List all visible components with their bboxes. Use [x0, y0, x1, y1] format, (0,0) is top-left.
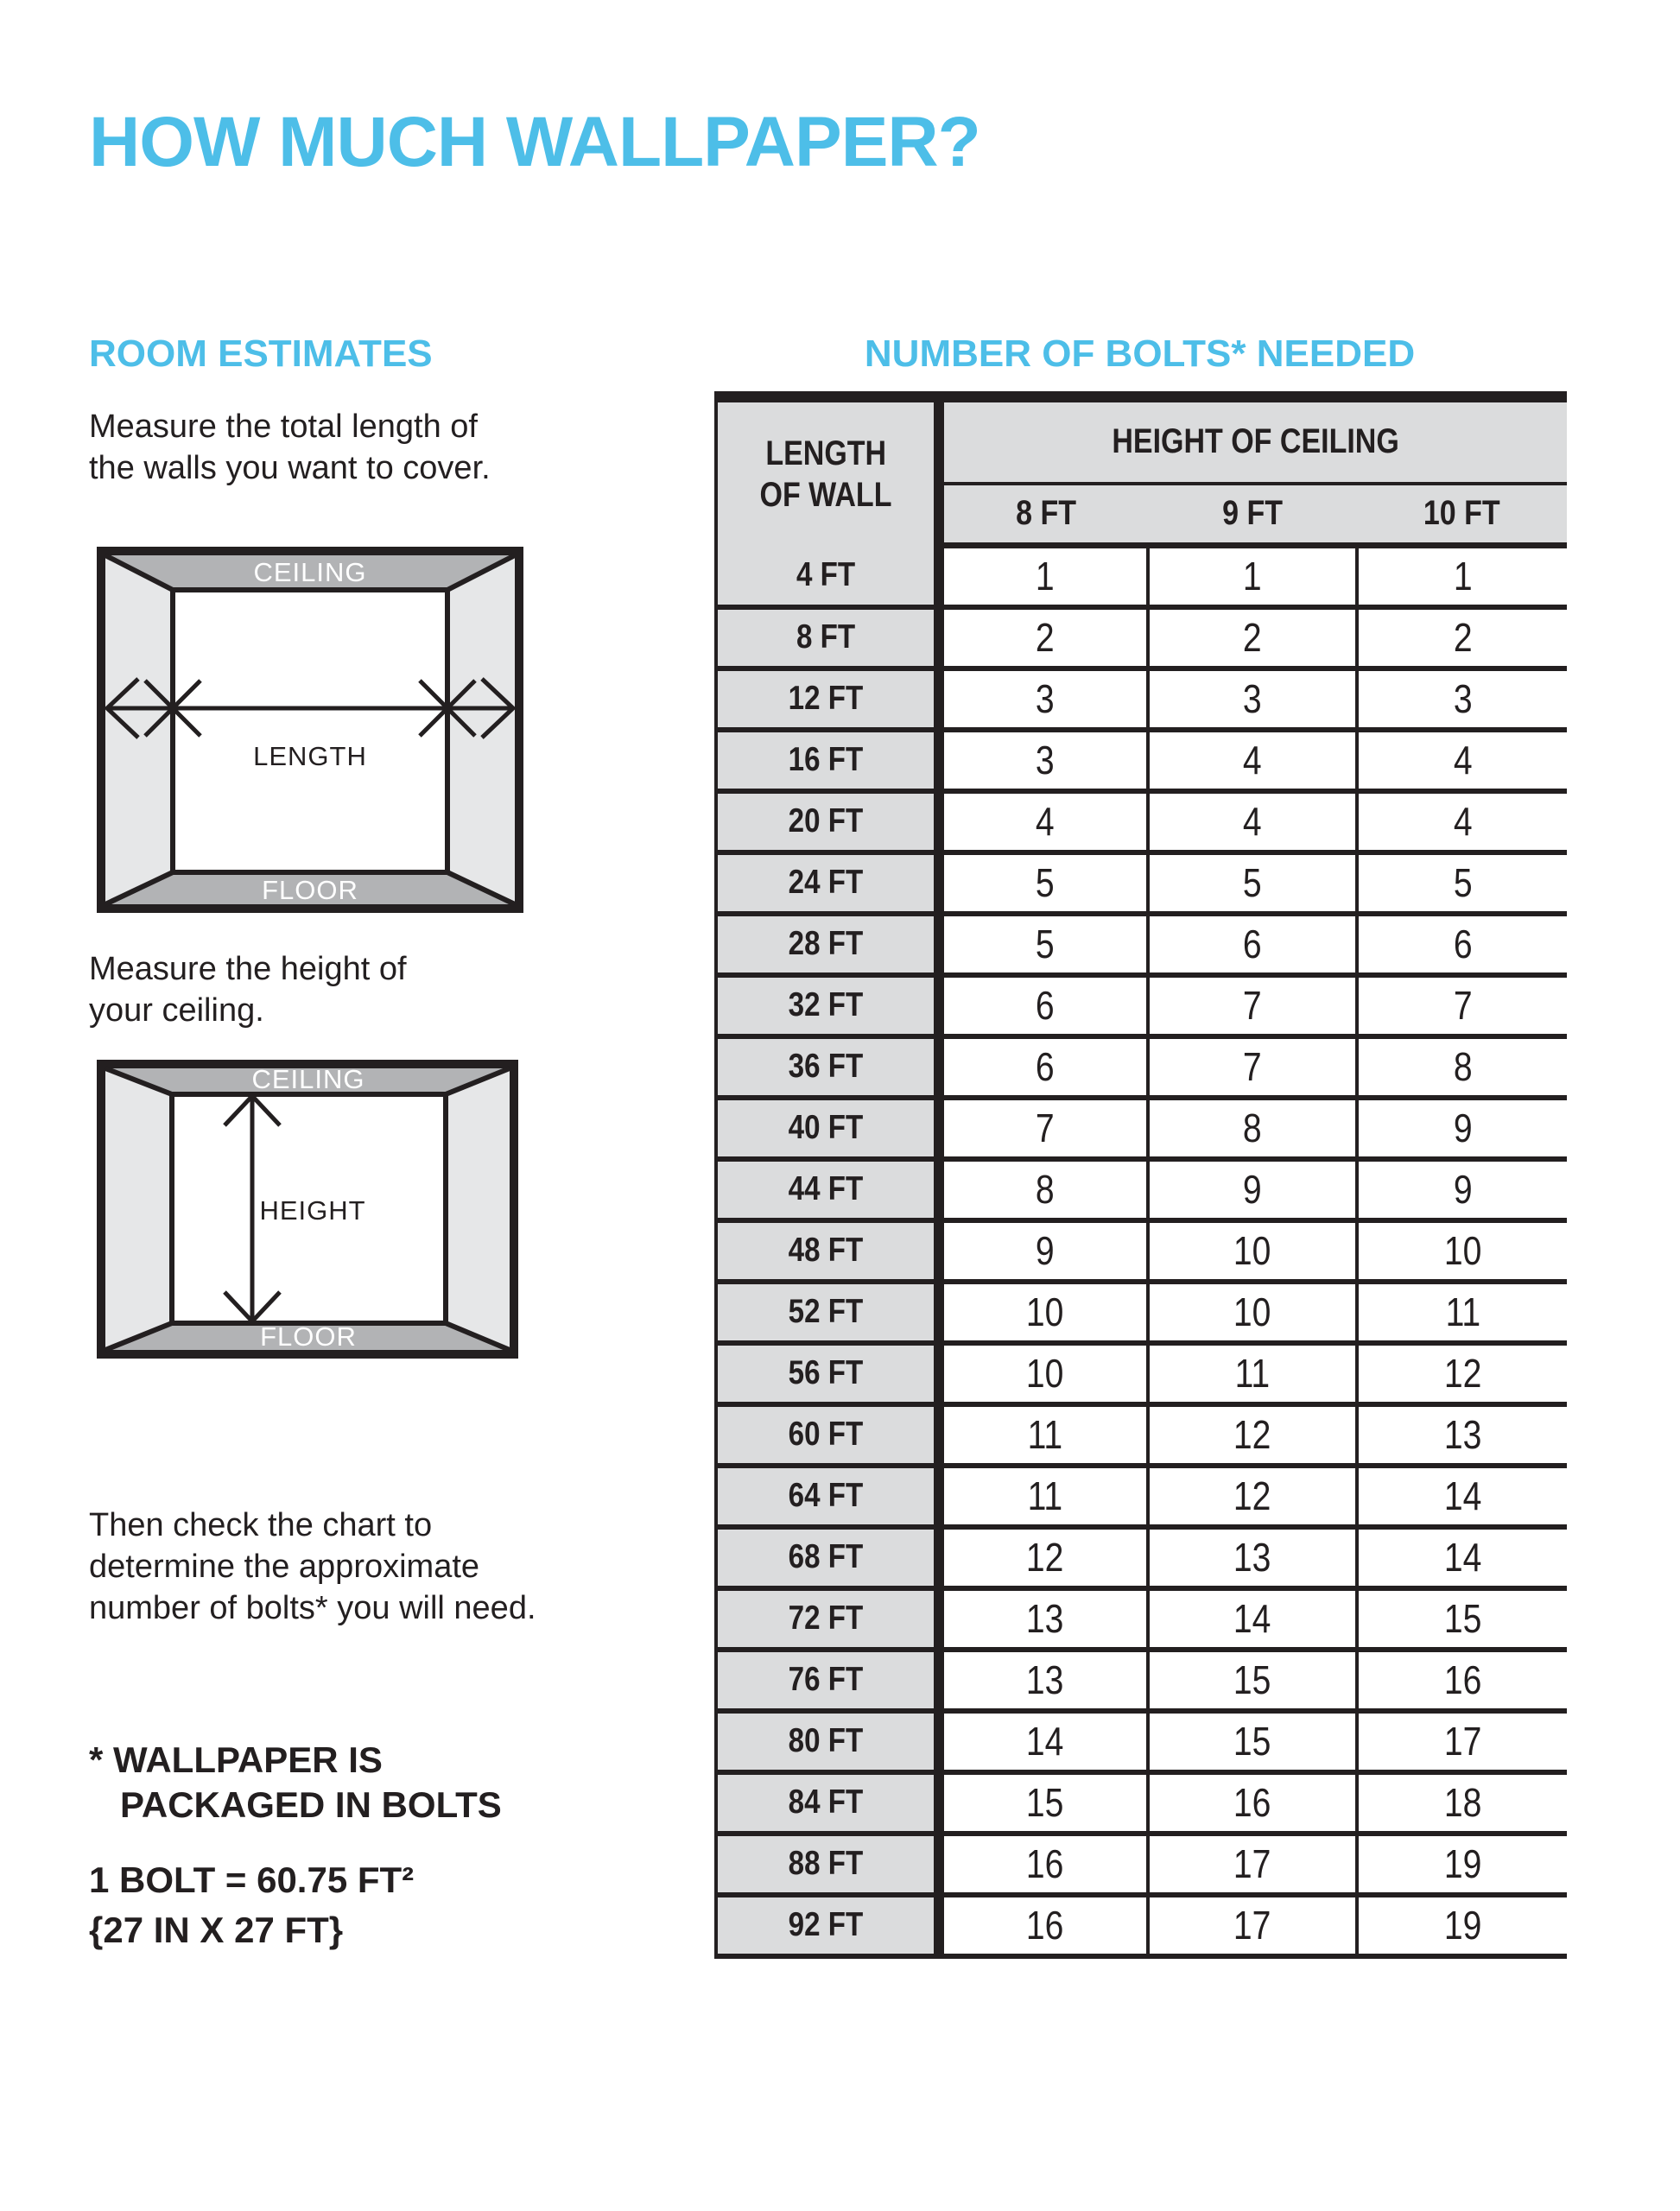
left-wall [105, 555, 173, 904]
bolt-count-cell: 2 [939, 607, 1148, 668]
floor-label: FLOOR [262, 875, 358, 905]
wall-length-cell: 16 FT [716, 730, 939, 791]
bolt-count-cell: 13 [939, 1650, 1148, 1711]
bolt-count-cell: 12 [1357, 1343, 1567, 1404]
bolt-count-cell: 7 [1148, 975, 1357, 1036]
room-height-diagram [97, 1060, 518, 1359]
footnote-line1: * WALLPAPER IS [89, 1739, 383, 1780]
step3-instruction [89, 1505, 536, 1629]
step3-line1: Then check the chart to [89, 1507, 433, 1543]
table-row [716, 1588, 1567, 1650]
bolt-count-cell: 11 [1148, 1343, 1357, 1404]
wall-length-cell: 76 FT [716, 1650, 939, 1711]
bolt-count-cell: 4 [1148, 730, 1357, 791]
wall-length-cell: 8 FT [716, 607, 939, 668]
bolt-count-cell: 16 [1357, 1650, 1567, 1711]
bolt-count-cell: 11 [1357, 1282, 1567, 1343]
table-row [716, 1527, 1567, 1588]
bolt-count-cell: 11 [939, 1466, 1148, 1527]
bolt-count-cell: 6 [939, 975, 1148, 1036]
page-title: HOW MUCH WALLPAPER? [89, 103, 980, 181]
wall-length-cell: 12 FT [716, 668, 939, 730]
bolt-count-cell: 4 [1148, 791, 1357, 852]
right-wall [447, 555, 515, 904]
bolt-count-cell: 4 [1357, 730, 1567, 791]
table-row [716, 1098, 1567, 1159]
bolt-count-cell: 3 [1148, 668, 1357, 730]
right-wall [446, 1068, 510, 1350]
length-of-wall-line2: OF WALL [759, 475, 892, 514]
bolt-count-cell: 16 [1148, 1772, 1357, 1834]
bolt-count-cell: 17 [1148, 1895, 1357, 1956]
wall-length-cell: 84 FT [716, 1772, 939, 1834]
table-header-row-1 [716, 397, 1567, 484]
room-estimates-heading: ROOM ESTIMATES [89, 333, 433, 375]
wall-length-cell: 80 FT [716, 1711, 939, 1772]
step1-line1: Measure the total length of [89, 409, 478, 445]
wall-length-cell: 40 FT [716, 1098, 939, 1159]
bolt-count-cell: 15 [1148, 1650, 1357, 1711]
bolt-count-cell: 4 [1357, 791, 1567, 852]
bolt-count-cell: 7 [1357, 975, 1567, 1036]
left-wall [105, 1068, 172, 1350]
step2-line1: Measure the height of [89, 951, 407, 987]
bolt-count-cell: 15 [939, 1772, 1148, 1834]
bolt-count-cell: 5 [1357, 852, 1567, 914]
bolt-count-cell: 10 [939, 1343, 1148, 1404]
table-row [716, 1772, 1567, 1834]
bolts-table-container [714, 391, 1567, 1959]
table-row [716, 1404, 1567, 1466]
wall-length-cell: 64 FT [716, 1466, 939, 1527]
ceiling-9ft-header: 9 FT [1148, 484, 1357, 546]
bolt-count-cell: 12 [1148, 1404, 1357, 1466]
wall-length-cell: 60 FT [716, 1404, 939, 1466]
table-row [716, 1466, 1567, 1527]
wall-length-cell: 92 FT [716, 1895, 939, 1956]
step1-instruction [89, 406, 491, 489]
bolt-count-cell: 1 [1148, 546, 1357, 607]
bolt-count-cell: 9 [1148, 1159, 1357, 1220]
bolt-count-cell: 11 [939, 1404, 1148, 1466]
bolt-size-line1: 1 BOLT = 60.75 FT² [89, 1859, 415, 1900]
step1-line2: the walls you want to cover. [89, 450, 491, 486]
ceiling-10ft-header: 10 FT [1357, 484, 1567, 546]
footnote-line2: PACKAGED IN BOLTS [120, 1784, 502, 1825]
height-label: HEIGHT [259, 1195, 366, 1226]
bolt-count-cell: 14 [1148, 1588, 1357, 1650]
table-row [716, 1343, 1567, 1404]
wall-length-cell: 20 FT [716, 791, 939, 852]
step3-line3: number of bolts* you will need. [89, 1590, 536, 1626]
bolt-count-cell: 13 [939, 1588, 1148, 1650]
bolt-count-cell: 12 [1148, 1466, 1357, 1527]
table-row [716, 1834, 1567, 1895]
wall-length-cell: 4 FT [716, 546, 939, 607]
bolt-count-cell: 9 [939, 1220, 1148, 1282]
height-of-ceiling-header: HEIGHT OF CEILING [939, 397, 1567, 484]
length-label: LENGTH [253, 741, 367, 771]
bolt-count-cell: 9 [1357, 1159, 1567, 1220]
length-of-wall-line1: LENGTH [765, 434, 886, 472]
bolt-count-cell: 6 [939, 1036, 1148, 1098]
bolt-count-cell: 4 [939, 791, 1148, 852]
bolt-count-cell: 5 [939, 914, 1148, 975]
bolt-count-cell: 10 [1148, 1220, 1357, 1282]
bolt-count-cell: 8 [939, 1159, 1148, 1220]
room-length-diagram [97, 547, 523, 913]
bolt-table-body [716, 546, 1567, 1956]
bolt-count-cell: 2 [1357, 607, 1567, 668]
wall-length-cell: 52 FT [716, 1282, 939, 1343]
bolt-count-cell: 16 [939, 1834, 1148, 1895]
bolt-count-cell: 15 [1357, 1588, 1567, 1650]
bolt-count-cell: 17 [1148, 1834, 1357, 1895]
back-wall [173, 590, 447, 872]
wall-length-cell: 28 FT [716, 914, 939, 975]
table-row [716, 730, 1567, 791]
bolt-count-cell: 7 [1148, 1036, 1357, 1098]
bolt-count-cell: 5 [1148, 852, 1357, 914]
bolt-count-cell: 5 [939, 852, 1148, 914]
table-row [716, 1220, 1567, 1282]
ceiling-label: CEILING [253, 557, 367, 587]
bolt-count-cell: 10 [1148, 1282, 1357, 1343]
table-row [716, 1036, 1567, 1098]
ceiling-8ft-header: 8 FT [939, 484, 1148, 546]
table-row [716, 546, 1567, 607]
bolts-needed-heading: NUMBER OF BOLTS* NEEDED [864, 333, 1416, 375]
bolt-count-cell: 7 [939, 1098, 1148, 1159]
bolt-count-cell: 1 [1357, 546, 1567, 607]
step2-line2: your ceiling. [89, 992, 264, 1029]
wall-length-cell: 32 FT [716, 975, 939, 1036]
wall-length-cell: 88 FT [716, 1834, 939, 1895]
bolt-count-cell: 17 [1357, 1711, 1567, 1772]
table-row [716, 607, 1567, 668]
wall-length-cell: 24 FT [716, 852, 939, 914]
bolt-count-cell: 19 [1357, 1834, 1567, 1895]
bolt-count-cell: 13 [1357, 1404, 1567, 1466]
bolt-count-cell: 9 [1357, 1098, 1567, 1159]
wall-length-cell: 48 FT [716, 1220, 939, 1282]
bolt-count-cell: 13 [1148, 1527, 1357, 1588]
table-row [716, 1895, 1567, 1956]
bolt-count-cell: 8 [1148, 1098, 1357, 1159]
wall-length-cell: 68 FT [716, 1527, 939, 1588]
bolt-count-cell: 1 [939, 546, 1148, 607]
wall-length-cell: 72 FT [716, 1588, 939, 1650]
table-row [716, 1282, 1567, 1343]
bolt-count-cell: 3 [939, 730, 1148, 791]
wall-length-cell: 56 FT [716, 1343, 939, 1404]
bolt-count-cell: 3 [939, 668, 1148, 730]
bolt-count-cell: 14 [939, 1711, 1148, 1772]
table-row [716, 1650, 1567, 1711]
bolt-size-note [89, 1855, 414, 1955]
table-row [716, 1711, 1567, 1772]
bolt-count-cell: 3 [1357, 668, 1567, 730]
bolts-table [714, 391, 1567, 1959]
table-row [716, 791, 1567, 852]
table-row [716, 1159, 1567, 1220]
bolt-count-cell: 14 [1357, 1527, 1567, 1588]
ceiling-label: CEILING [251, 1064, 365, 1094]
table-row [716, 852, 1567, 914]
bolt-count-cell: 12 [939, 1527, 1148, 1588]
bolt-count-cell: 8 [1357, 1036, 1567, 1098]
bolts-footnote [89, 1738, 502, 1828]
table-row [716, 975, 1567, 1036]
floor-label: FLOOR [260, 1321, 357, 1352]
step3-line2: determine the approximate [89, 1549, 480, 1585]
table-row [716, 914, 1567, 975]
bolt-count-cell: 2 [1148, 607, 1357, 668]
bolt-count-cell: 6 [1148, 914, 1357, 975]
bolt-count-cell: 6 [1357, 914, 1567, 975]
wall-length-cell: 44 FT [716, 1159, 939, 1220]
length-of-wall-header [716, 397, 939, 546]
bolt-count-cell: 14 [1357, 1466, 1567, 1527]
bolt-count-cell: 18 [1357, 1772, 1567, 1834]
bolt-count-cell: 16 [939, 1895, 1148, 1956]
wall-length-cell: 36 FT [716, 1036, 939, 1098]
bolt-count-cell: 10 [939, 1282, 1148, 1343]
step2-instruction [89, 948, 407, 1031]
bolt-count-cell: 10 [1357, 1220, 1567, 1282]
bolt-size-line2: {27 IN X 27 FT} [89, 1910, 344, 1950]
bolt-count-cell: 15 [1148, 1711, 1357, 1772]
bolt-count-cell: 19 [1357, 1895, 1567, 1956]
table-row [716, 668, 1567, 730]
